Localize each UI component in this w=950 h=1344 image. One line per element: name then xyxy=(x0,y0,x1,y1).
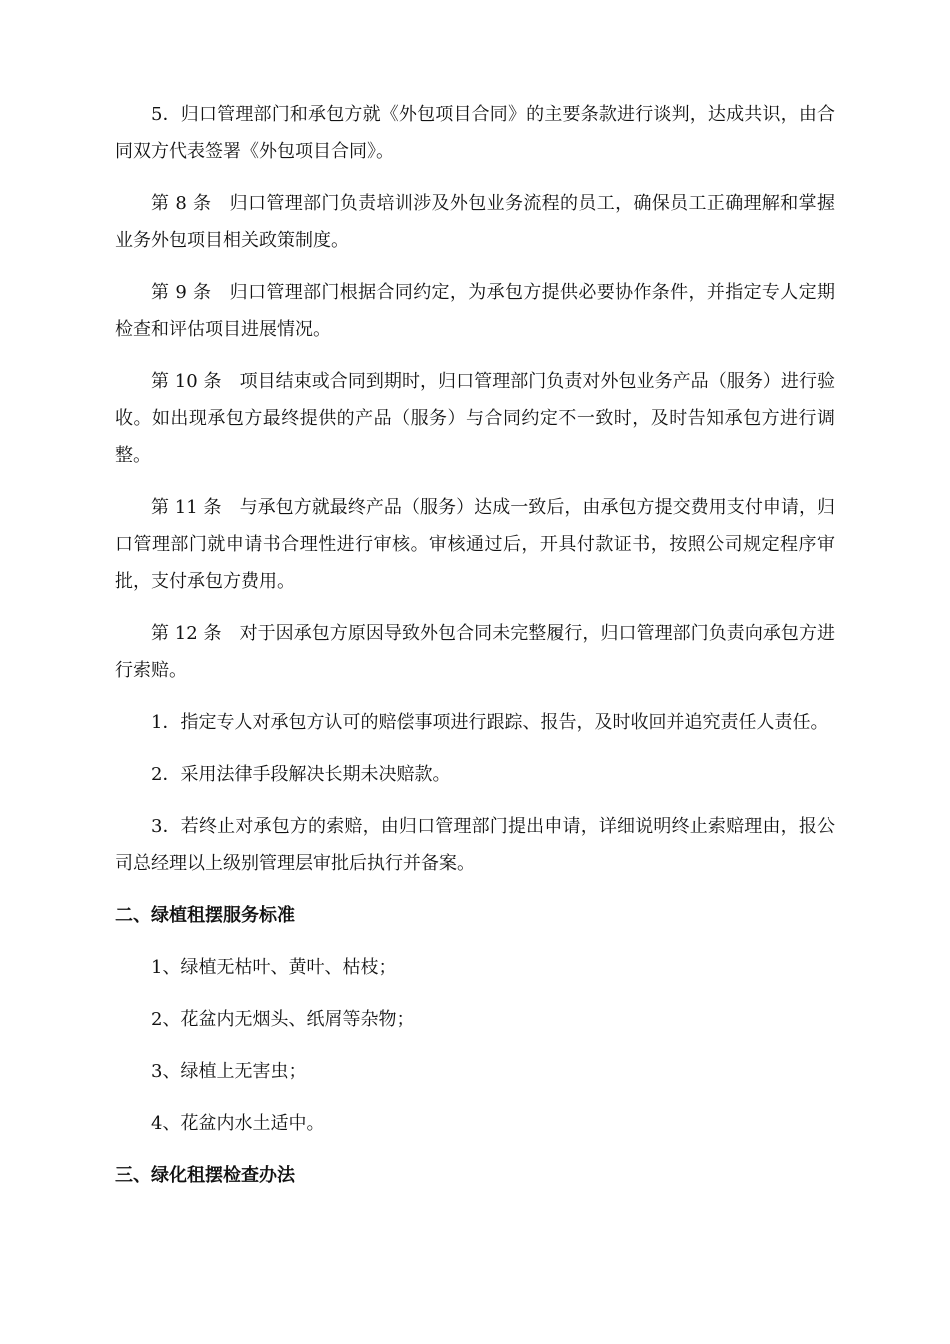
standard-item: 1、绿植无枯叶、黄叶、枯枝； xyxy=(151,957,397,978)
document-page xyxy=(115,96,835,1194)
section-heading-inspection-method: 三、绿化租摆检查办法 xyxy=(115,1165,295,1186)
article-number: 第 8 条 xyxy=(151,193,212,214)
claim-item-1: 1．指定专人对承包方认可的赔偿事项进行跟踪、报告，及时收回并追究责任人责任。 xyxy=(151,712,829,733)
article-10 xyxy=(115,363,835,474)
standard-item: 2、花盆内无烟头、纸屑等杂物； xyxy=(151,1009,415,1030)
standard-item: 4、花盆内水土适中。 xyxy=(151,1113,325,1134)
article-text: 归口管理部门负责培训涉及外包业务流程的员工，确保员工正确理解和掌握业务外包项目相关政策制度。 xyxy=(115,193,835,251)
article-12 xyxy=(115,615,835,689)
article-11 xyxy=(115,489,835,600)
article-number: 第 10 条 xyxy=(151,371,222,392)
claim-item-2: 2．采用法律手段解决长期未决赔款。 xyxy=(151,764,451,785)
article-8 xyxy=(115,185,835,259)
claim-item-3: 3．若终止对承包方的索赔，由归口管理部门提出申请，详细说明终止索赔理由，报公司总经理以上级别管理层审批后执行并备案。 xyxy=(115,816,835,874)
article-text: 归口管理部门根据合同约定，为承包方提供必要协作条件，并指定专人定期检查和评估项目进展情况。 xyxy=(115,282,835,340)
article-text: 与承包方就最终产品（服务）达成一致后，由承包方提交费用支付申请，归口管理部门就申请书合理性进行审核。审核通过后，开具付款证书，按照公司规定程序审批，支付承包方费用。 xyxy=(115,497,835,592)
paragraph-item-5: 5．归口管理部门和承包方就《外包项目合同》的主要条款进行谈判，达成共识，由合同双方代表签署《外包项目合同》。 xyxy=(115,104,835,162)
article-number: 第 12 条 xyxy=(151,623,222,644)
article-9 xyxy=(115,274,835,348)
section-heading-plant-service-standard: 二、绿植租摆服务标准 xyxy=(115,905,295,926)
article-number: 第 11 条 xyxy=(151,497,222,518)
article-text: 项目结束或合同到期时，归口管理部门负责对外包业务产品（服务）进行验收。如出现承包方最终提供的产品（服务）与合同约定不一致时，及时告知承包方进行调整。 xyxy=(115,371,835,466)
article-text: 对于因承包方原因导致外包合同未完整履行，归口管理部门负责向承包方进行索赔。 xyxy=(115,623,835,681)
article-number: 第 9 条 xyxy=(151,282,212,303)
standard-item: 3、绿植上无害虫； xyxy=(151,1061,307,1082)
